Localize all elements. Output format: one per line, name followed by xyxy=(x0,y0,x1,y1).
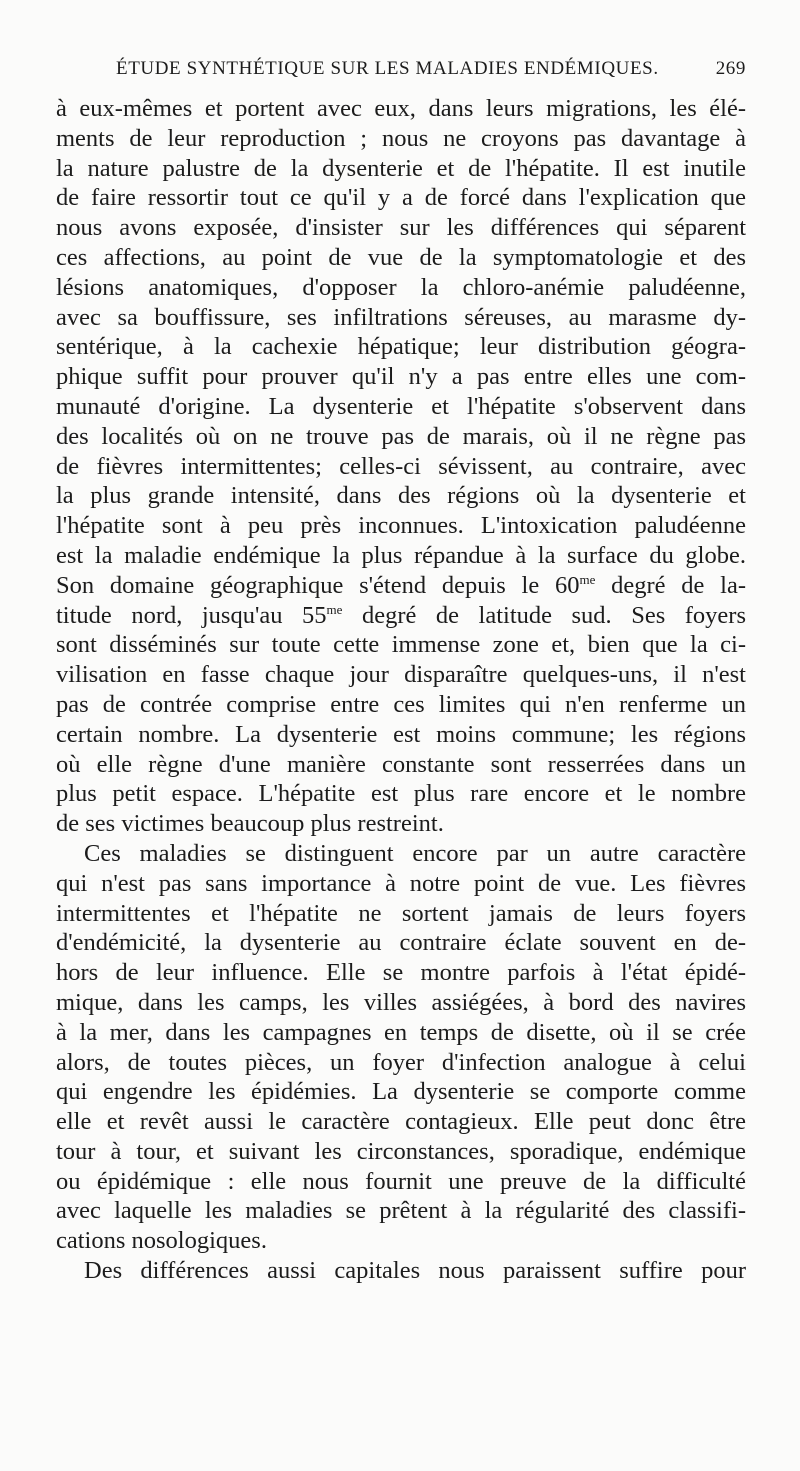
text-line: qui engendre les épidémies. La dysenterie se comporte comme xyxy=(56,1078,746,1106)
paragraph-last-line: cations nosologiques. xyxy=(56,1227,267,1255)
text-line: de fièvres intermittentes; celles-ci sévissent, au contraire, avec xyxy=(56,452,746,480)
text-line-with-superscript xyxy=(56,601,746,631)
text-line: vilisation en fasse chaque jour disparaître quelques-uns, il n'est xyxy=(56,661,746,689)
text-line: sentérique, à la cachexie hépatique; leur distribution géogra- xyxy=(56,333,746,361)
body-text xyxy=(56,94,746,1286)
text-segment: degré de la- xyxy=(595,571,746,599)
text-line: à la mer, dans les campagnes en temps de disette, où il se crée xyxy=(56,1018,746,1046)
text-line: mique, dans les camps, les villes assiégées, à bord des navires xyxy=(56,988,746,1016)
text-line: ces affections, au point de vue de la symptomatologie et des xyxy=(56,243,746,271)
text-line: l'hépatite sont à peu près inconnues. L'intoxication paludéenne xyxy=(56,512,746,540)
paragraph-last-line: de ses victimes beaucoup plus restreint. xyxy=(56,810,444,838)
text-line: sont disséminés sur toute cette immense zone et, bien que la ci- xyxy=(56,631,746,659)
text-line: où elle règne d'une manière constante sont resserrées dans un xyxy=(56,750,746,778)
text-line: à eux-mêmes et portent avec eux, dans leurs migrations, les élé- xyxy=(56,95,746,122)
text-line: munauté d'origine. La dysenterie et l'hépatite s'observent dans xyxy=(56,392,746,420)
ordinal-superscript: me xyxy=(326,601,343,617)
running-header xyxy=(56,58,746,88)
text-line: la plus grande intensité, dans des régions où la dysenterie et xyxy=(56,482,746,510)
text-line: hors de leur influence. Elle se montre parfois à l'état épidé- xyxy=(56,959,746,987)
page-number: 269 xyxy=(715,58,746,79)
text-line: avec sa bouffissure, ses infiltrations séreuses, au marasme dy- xyxy=(56,303,746,331)
ordinal-superscript: me xyxy=(579,571,596,587)
text-line: pas de contrée comprise entre ces limites qui n'en renferme un xyxy=(56,690,746,718)
text-line: alors, de toutes pièces, un foyer d'infection analogue à celui xyxy=(56,1048,746,1076)
text-segment: titude nord, jusqu'au 55 xyxy=(56,601,327,629)
text-line: tour à tour, et suivant les circonstances, sporadique, endémique xyxy=(56,1137,746,1165)
text-line: de faire ressortir tout ce qu'il y a de forcé dans l'explication que xyxy=(56,184,746,212)
text-line-with-superscript xyxy=(56,571,746,601)
text-segment: Son domaine géographique s'étend depuis le 60 xyxy=(56,571,580,599)
text-line: elle et revêt aussi le caractère contagieux. Elle peut donc être xyxy=(56,1108,746,1136)
text-line: la nature palustre de la dysenterie et de l'hépatite. Il est inutile xyxy=(56,154,746,182)
text-line: phique suffit pour prouver qu'il n'y a pas entre elles une com- xyxy=(56,363,746,391)
running-title: ÉTUDE SYNTHÉTIQUE SUR LES MALADIES ENDÉMIQUES. xyxy=(116,58,659,79)
text-line: lésions anatomiques, d'opposer la chloro-anémie paludéenne, xyxy=(56,273,746,301)
text-line: des localités où on ne trouve pas de marais, où il ne règne pas xyxy=(56,422,746,450)
paragraph-first-line: Ces maladies se distinguent encore par un autre caractère xyxy=(84,839,746,867)
text-line: intermittentes et l'hépatite ne sortent jamais de leurs foyers xyxy=(56,899,746,927)
text-segment: degré de latitude sud. Ses foyers xyxy=(342,601,746,629)
text-line: avec laquelle les maladies se prêtent à la régularité des classifi- xyxy=(56,1197,746,1225)
text-line: ou épidémique : elle nous fournit une preuve de la difficulté xyxy=(56,1167,746,1195)
text-line: nous avons exposée, d'insister sur les différences qui séparent xyxy=(56,214,746,242)
text-line: est la maladie endémique la plus répandue à la surface du globe. xyxy=(56,541,746,569)
text-line: qui n'est pas sans importance à notre point de vue. Les fièvres xyxy=(56,869,746,897)
paragraph-first-line: Des différences aussi capitales nous paraissent suffire pour xyxy=(84,1257,746,1285)
text-line: ments de leur reproduction ; nous ne croyons pas davantage à xyxy=(56,124,746,152)
text-line: d'endémicité, la dysenterie au contraire éclate souvent en de- xyxy=(56,929,746,957)
text-line: plus petit espace. L'hépatite est plus rare encore et le nombre xyxy=(56,780,746,808)
text-line: certain nombre. La dysenterie est moins commune; les régions xyxy=(56,720,746,748)
